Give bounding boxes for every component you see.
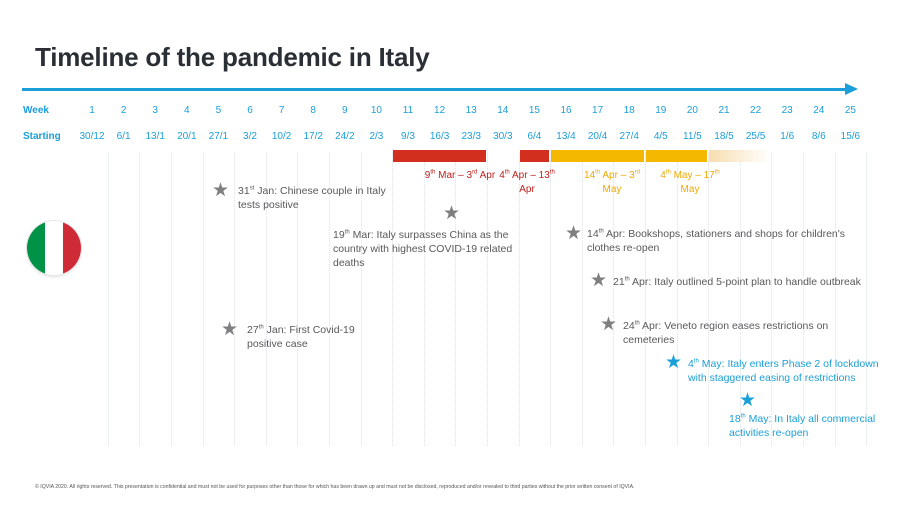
week-number: 5 (215, 105, 222, 116)
star-icon: ★ (221, 319, 239, 340)
week-number: 10 (370, 105, 382, 116)
phase-bar-4 (646, 150, 707, 162)
week-start-date: 25/5 (745, 131, 766, 142)
week-number: 6 (247, 105, 253, 116)
star-icon: ★ (739, 390, 757, 411)
event-24-apr: 24th Apr: Veneto region eases restrictions on cemeteries (623, 320, 829, 346)
phase-label-2: 4th Apr – 13th Apr (499, 169, 555, 195)
phase-label-4: 4th May – 17th May (660, 169, 720, 195)
star-icon: ★ (443, 203, 461, 224)
week-start-date: 23/3 (461, 131, 481, 142)
week-start-date: 4/5 (653, 131, 668, 142)
star-icon: ★ (665, 352, 683, 373)
timeline-arrow-head (845, 83, 858, 95)
gridline (139, 152, 140, 445)
star-icon: ★ (565, 223, 583, 244)
week-start-date: 20/4 (587, 131, 608, 142)
week-number: 12 (434, 105, 446, 116)
event-21-apr: 21th Apr: Italy outlined 5-point plan to handle outbreak (613, 276, 861, 288)
gridline (234, 152, 235, 445)
week-start-date: 24/2 (335, 131, 355, 142)
week-start-date: 15/6 (840, 131, 861, 142)
phase-label-3: 14th Apr – 3rd May (584, 169, 640, 195)
phase-bar-2 (520, 150, 550, 162)
week-row-label: Week (23, 105, 49, 116)
gridline (424, 152, 425, 445)
week-start-date: 1/6 (780, 131, 795, 142)
week-number: 3 (152, 105, 158, 116)
star-icon: ★ (212, 180, 230, 201)
page-title: Timeline of the pandemic in Italy (35, 42, 430, 72)
gridline (866, 152, 867, 445)
week-number: 13 (465, 105, 477, 116)
starting-row-label: Starting (23, 131, 61, 142)
week-number: 16 (560, 105, 572, 116)
week-number: 1 (89, 105, 95, 116)
week-number: 14 (497, 105, 509, 116)
week-start-date: 8/6 (811, 131, 826, 142)
star-icon: ★ (590, 270, 608, 291)
week-number: 21 (718, 105, 730, 116)
gridline (108, 152, 109, 445)
week-number: 8 (310, 105, 316, 116)
week-number: 24 (813, 105, 825, 116)
week-start-date: 27/4 (619, 131, 639, 142)
week-start-date: 18/5 (714, 131, 734, 142)
gridline (392, 152, 393, 445)
week-start-date: 17/2 (303, 131, 323, 142)
week-start-date: 13/4 (556, 131, 576, 142)
week-number: 2 (120, 105, 127, 116)
phase-bar-1 (393, 150, 486, 162)
week-start-date: 3/2 (243, 131, 257, 142)
week-number: 9 (342, 105, 348, 116)
gridline (487, 152, 488, 445)
week-start-date: 13/1 (145, 131, 165, 142)
phase-bar-5 (709, 150, 770, 162)
week-start-date: 11/5 (683, 131, 702, 142)
gridline (203, 152, 204, 445)
week-start-date: 10/2 (271, 131, 292, 142)
phase-label-1: 9th Mar – 3rd Apr (424, 169, 496, 181)
gridline (771, 152, 772, 445)
week-start-date: 30/3 (493, 131, 513, 142)
gridline (455, 152, 456, 445)
week-start-date: 16/3 (429, 131, 450, 142)
star-icon: ★ (600, 314, 618, 335)
event-19-mar: 19th Mar: Italy surpasses China as the country with highest COVID-19 related deaths (333, 229, 513, 269)
week-number: 20 (686, 105, 698, 116)
event-4-may: 4th May: Italy enters Phase 2 of lockdown with staggered easing of restrictions (688, 358, 879, 384)
week-number: 7 (278, 105, 285, 116)
timeline-arrow-line (22, 88, 847, 91)
event-27-jan: 27th Jan: First Covid-19 positive case (247, 324, 355, 350)
gridline (803, 152, 804, 445)
phase-bar-3 (551, 150, 644, 162)
week-start-date: 30/12 (79, 131, 105, 142)
week-start-date: 2/3 (369, 131, 384, 142)
week-number: 4 (184, 105, 190, 116)
week-start-date: 6/1 (116, 131, 131, 142)
event-14-apr: 14th Apr: Bookshops, stationers and shops for children's clothes re-open (587, 228, 846, 254)
week-number: 22 (750, 105, 762, 116)
week-number: 19 (655, 105, 667, 116)
week-start-date: 9/3 (401, 131, 415, 142)
week-number: 15 (528, 105, 540, 116)
week-number: 25 (844, 105, 856, 116)
gridline (835, 152, 836, 445)
week-start-date: 20/1 (177, 131, 197, 142)
italy-flag-icon (27, 221, 81, 275)
week-number: 23 (781, 105, 793, 116)
event-18-may: 18th May: In Italy all commercial activities re-open (729, 413, 876, 439)
gridline (171, 152, 172, 445)
week-start-date: 6/4 (527, 131, 542, 142)
event-31-jan: 31st Jan: Chinese couple in Italy tests positive (238, 185, 386, 211)
week-number: 11 (402, 105, 414, 116)
copyright-footer: © IQVIA 2020. All rights reserved. This presentation is confidential and must not be used for purposes other than those for which has been drawn up and must not be disclosed, reproduced and/or revealed to third parties without the prior written consent of IQVIA. (35, 484, 635, 490)
week-number: 17 (592, 105, 604, 116)
week-start-date: 27/1 (208, 131, 229, 142)
week-number: 18 (623, 105, 635, 116)
